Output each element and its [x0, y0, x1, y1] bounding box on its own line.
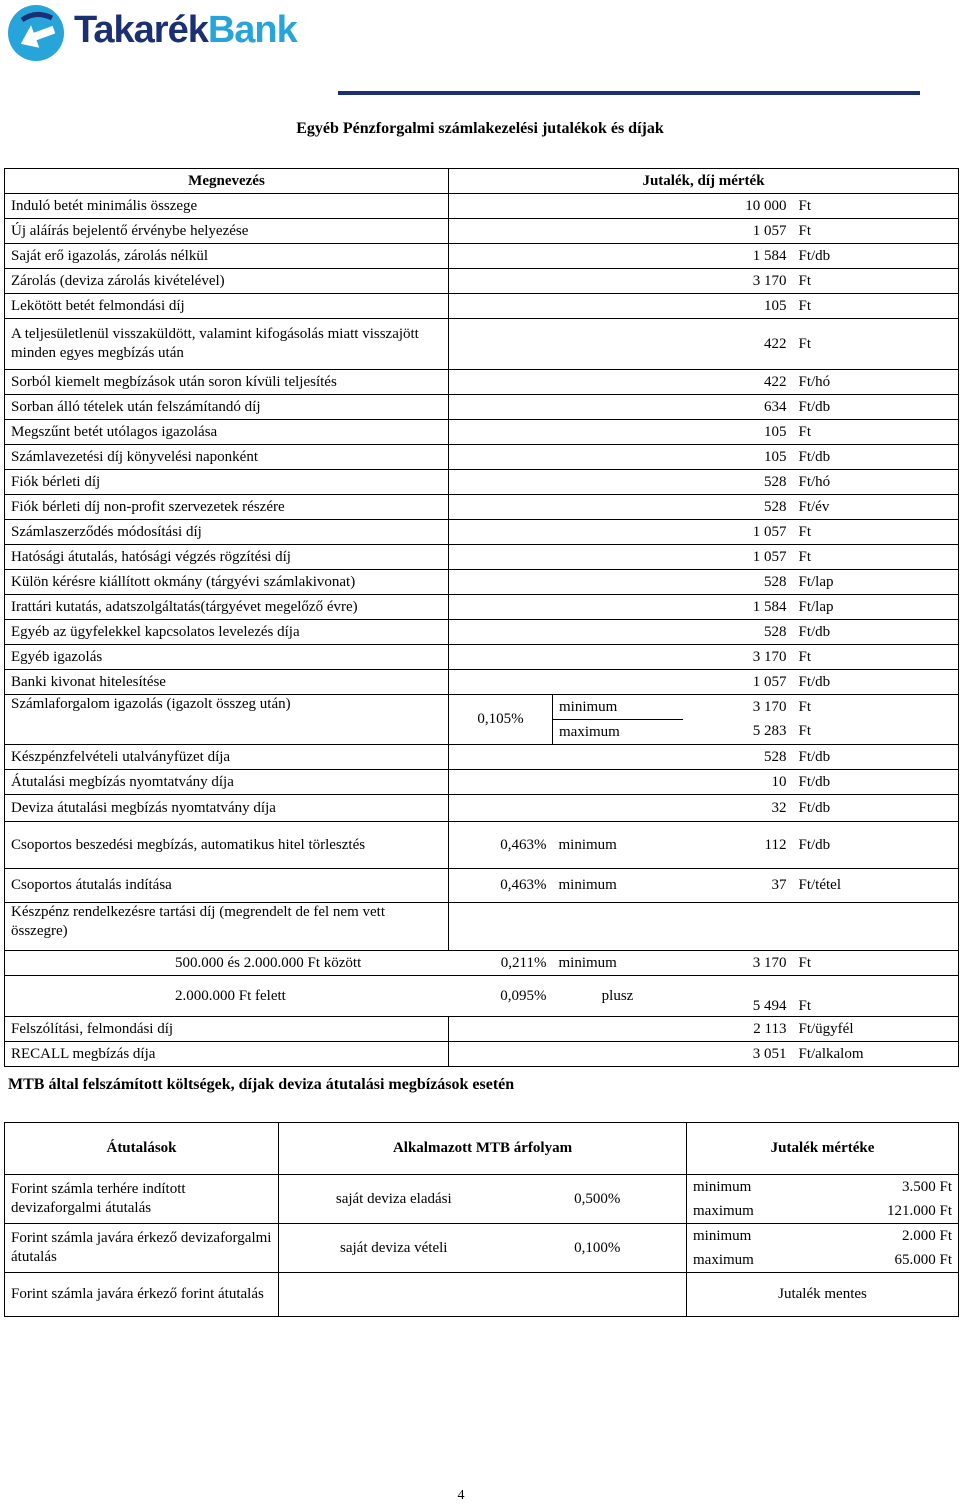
fee-row [5, 695, 959, 720]
cell [449, 595, 683, 620]
fee-row [5, 495, 959, 520]
fee-name: Készpénz rendelkezésre tartási díj (megrendelt de fel nem vett összegre) [5, 903, 449, 951]
fee-name: Saját erő igazolás, zárolás nélkül [5, 244, 449, 269]
cell [449, 470, 683, 495]
cell [449, 795, 683, 822]
fee-row [5, 1017, 959, 1042]
fee-table [4, 168, 959, 1067]
fee-unit: Ft/lap [793, 595, 959, 620]
mtb-row-rate: saját deviza eladási [279, 1175, 509, 1224]
mtb-row [5, 1175, 959, 1200]
cell [449, 319, 683, 370]
fee-amount: 32 [683, 795, 793, 822]
fee-row [5, 244, 959, 269]
fee-unit: Ft/db [793, 244, 959, 269]
fee-amount: 3 051 [683, 1042, 793, 1067]
mtb-table [4, 1122, 959, 1317]
fee-name: Fiók bérleti díj [5, 470, 449, 495]
fee-name: Számlaszerződés módosítási díj [5, 520, 449, 545]
fee-table-header [5, 169, 959, 194]
fee-name: Külön kérésre kiállított okmány (tárgyévi számlakivonat) [5, 570, 449, 595]
fee-amount: 422 [683, 319, 793, 370]
fee-unit: Ft [793, 695, 959, 720]
fee-row [5, 869, 959, 903]
cell [449, 1042, 683, 1067]
fee-unit: Ft/db [793, 445, 959, 470]
fee-unit: Ft [793, 269, 959, 294]
cell [449, 194, 683, 219]
fee-row [5, 470, 959, 495]
fee-unit: Ft/db [793, 745, 959, 770]
cell [683, 903, 793, 951]
fee-unit: Ft [793, 520, 959, 545]
fee-percent: 0,463% [449, 822, 553, 869]
fee-unit: Ft [793, 420, 959, 445]
cell [449, 1017, 683, 1042]
page-title: Egyéb Pénzforgalmi számlakezelési jutalékok és díjak [296, 120, 664, 137]
fee-amount: 1 057 [683, 670, 793, 695]
fee-amount: 10 000 [683, 194, 793, 219]
fee-row [5, 194, 959, 219]
fee-amount: 3 170 [683, 951, 793, 976]
fee-unit: Ft [793, 976, 959, 1017]
fee-percent: 0,105% [449, 695, 553, 745]
fee-name: Felszólítási, felmondási díj [5, 1017, 449, 1042]
fee-amount: 105 [683, 294, 793, 319]
fee-label: minimum [553, 869, 683, 903]
fee-subrow [5, 951, 959, 976]
fee-amount: 37 [683, 869, 793, 903]
fee-row [5, 745, 959, 770]
fee-row [5, 269, 959, 294]
fee-label: plusz [553, 976, 683, 1017]
fee-subrow [5, 976, 959, 1017]
mtb-row-max-label: maximum [687, 1248, 827, 1273]
cell [449, 445, 683, 470]
fee-amount: 3 170 [683, 269, 793, 294]
cell [793, 903, 959, 951]
cell [449, 745, 683, 770]
cell [449, 620, 683, 645]
fee-name: RECALL megbízás díja [5, 1042, 449, 1067]
header-rule [338, 91, 920, 95]
cell [449, 395, 683, 420]
fee-name: Irattári kutatás, adatszolgáltatás(tárgyévet megelőző évre) [5, 595, 449, 620]
cell [449, 545, 683, 570]
cell [449, 670, 683, 695]
fee-range: 500.000 és 2.000.000 Ft között [5, 951, 449, 976]
fee-amount: 3 170 [683, 695, 793, 720]
fee-row [5, 1042, 959, 1067]
fee-row [5, 903, 959, 951]
fee-unit: Ft/db [793, 770, 959, 795]
fee-unit: Ft [793, 645, 959, 670]
logo-part1: Takarék [74, 9, 208, 51]
fee-name: Lekötött betét felmondási díj [5, 294, 449, 319]
page-number: 4 [457, 1488, 465, 1503]
fee-amount: 105 [683, 445, 793, 470]
mtb-row-min-label: minimum [687, 1175, 827, 1200]
mtb-row-min: 2.000 Ft [827, 1224, 959, 1249]
fee-row [5, 219, 959, 244]
fee-unit: Ft [793, 720, 959, 745]
fee-unit: Ft/tétel [793, 869, 959, 903]
fee-name: Banki kivonat hitelesítése [5, 670, 449, 695]
fee-name: Készpénzfelvételi utalványfüzet díja [5, 745, 449, 770]
mtb-row-percent: 0,500% [509, 1175, 687, 1224]
fee-unit: Ft [793, 194, 959, 219]
fee-label: minimum [553, 951, 683, 976]
fee-percent: 0,095% [449, 976, 553, 1017]
fee-row [5, 645, 959, 670]
fee-row [5, 770, 959, 795]
fee-row [5, 370, 959, 395]
fee-amount: 112 [683, 822, 793, 869]
fee-amount: 10 [683, 770, 793, 795]
mtb-header-col3: Jutalék mértéke [687, 1123, 959, 1175]
fee-name: Számlavezetési díj könyvelési naponként [5, 445, 449, 470]
fee-unit: Ft/alkalom [793, 1042, 959, 1067]
cell [449, 570, 683, 595]
fee-name: Induló betét minimális összege [5, 194, 449, 219]
fee-name: Fiók bérleti díj non-profit szervezetek részére [5, 495, 449, 520]
fee-name: Csoportos átutalás indítása [5, 869, 449, 903]
fee-name: Hatósági átutalás, hatósági végzés rögzítési díj [5, 545, 449, 570]
fee-amount: 528 [683, 570, 793, 595]
fee-row [5, 520, 959, 545]
cell [449, 645, 683, 670]
fee-label: minimum [553, 695, 683, 720]
fee-unit: Ft/ügyfél [793, 1017, 959, 1042]
fee-name: Számlaforgalom igazolás (igazolt összeg után) [5, 695, 449, 745]
fee-unit: Ft/lap [793, 570, 959, 595]
fee-unit: Ft [793, 294, 959, 319]
mtb-row-max-label: maximum [687, 1199, 827, 1224]
mtb-header-col1: Átutalások [5, 1123, 279, 1175]
fee-unit: Ft [793, 319, 959, 370]
fee-unit: Ft/hó [793, 470, 959, 495]
fee-name: Megszűnt betét utólagos igazolása [5, 420, 449, 445]
fee-amount: 1 584 [683, 595, 793, 620]
cell [449, 370, 683, 395]
fee-amount: 105 [683, 420, 793, 445]
fee-label: minimum [553, 822, 683, 869]
header-fee: Jutalék, díj mérték [449, 169, 959, 194]
fee-unit: Ft [793, 545, 959, 570]
fee-name: A teljesületlenül visszaküldött, valamint kifogásolás miatt visszajött minden egyes megbízás után [5, 319, 449, 370]
mtb-row-min-label: minimum [693, 1227, 752, 1244]
fee-amount: 422 [683, 370, 793, 395]
fee-amount: 528 [683, 495, 793, 520]
fee-unit: Ft/db [793, 795, 959, 822]
fee-amount: 1 057 [683, 520, 793, 545]
mtb-row-percent: 0,100% [509, 1224, 687, 1273]
logo-part2: Bank [207, 9, 297, 51]
fee-unit: Ft [793, 219, 959, 244]
fee-row [5, 294, 959, 319]
fee-unit: Ft/hó [793, 370, 959, 395]
fee-row [5, 595, 959, 620]
mtb-row-rate: saját deviza vételi [279, 1224, 509, 1273]
cell [449, 420, 683, 445]
fee-name: Zárolás (deviza zárolás kivételével) [5, 269, 449, 294]
fee-row [5, 319, 959, 370]
cell [449, 495, 683, 520]
mtb-header [5, 1123, 959, 1175]
cell [553, 903, 683, 951]
fee-row [5, 570, 959, 595]
fee-row [5, 670, 959, 695]
mtb-row-min: 3.500 Ft [827, 1175, 959, 1200]
fee-amount: 5 494 [683, 976, 793, 1017]
fee-row [5, 822, 959, 869]
cell [449, 294, 683, 319]
fee-percent: 0,463% [449, 869, 553, 903]
mtb-row-name: Forint számla terhére indított devizaforgalmi átutalás [5, 1175, 279, 1224]
fee-percent: 0,211% [449, 951, 553, 976]
cell [449, 219, 683, 244]
mtb-row-max: 65.000 Ft [827, 1248, 959, 1273]
header-name: Megnevezés [5, 169, 449, 194]
fee-unit: Ft/db [793, 395, 959, 420]
fee-row [5, 620, 959, 645]
mtb-row [5, 1224, 959, 1249]
fee-amount: 528 [683, 745, 793, 770]
fee-amount: 3 170 [683, 645, 793, 670]
fee-amount: 2 113 [683, 1017, 793, 1042]
fee-name: Csoportos beszedési megbízás, automatikus hitel törlesztés [5, 822, 449, 869]
mtb-row3-name: Forint számla javára érkező forint átutalás [5, 1273, 279, 1317]
fee-unit: Ft/db [793, 822, 959, 869]
fee-row [5, 795, 959, 822]
fee-row [5, 420, 959, 445]
fee-unit: Ft/db [793, 670, 959, 695]
fee-amount: 634 [683, 395, 793, 420]
section2-title: MTB által felszámított költségek, díjak deviza átutalási megbízások esetén [8, 1076, 515, 1093]
fee-name: Sorból kiemelt megbízások után soron kívüli teljesítés [5, 370, 449, 395]
cell [449, 269, 683, 294]
fee-range: 2.000.000 Ft felett [5, 976, 449, 1017]
fee-name: Sorban álló tételek után felszámítandó díj [5, 395, 449, 420]
fee-name: Egyéb az ügyfelekkel kapcsolatos levelezés díja [5, 620, 449, 645]
mtb-row-name: Forint számla javára érkező devizaforgalmi átutalás [5, 1224, 279, 1273]
fee-row [5, 545, 959, 570]
fee-name: Deviza átutalási megbízás nyomtatvány díja [5, 795, 449, 822]
fee-name: Átutalási megbízás nyomtatvány díja [5, 770, 449, 795]
fee-name: Új aláírás bejelentő érvénybe helyezése [5, 219, 449, 244]
cell [449, 770, 683, 795]
fee-unit: Ft/év [793, 495, 959, 520]
fee-amount: 5 283 [683, 720, 793, 745]
logo-wordmark [74, 6, 297, 54]
mtb-header-col2: Alkalmazott MTB árfolyam [279, 1123, 687, 1175]
fee-amount: 1 057 [683, 219, 793, 244]
cell [449, 903, 553, 951]
fee-unit: Ft/db [793, 620, 959, 645]
fee-label: maximum [553, 720, 683, 745]
fee-amount: 528 [683, 620, 793, 645]
fee-name: Egyéb igazolás [5, 645, 449, 670]
fee-row [5, 445, 959, 470]
fee-amount: 1 584 [683, 244, 793, 269]
cell [449, 244, 683, 269]
fee-row [5, 395, 959, 420]
fee-amount: 528 [683, 470, 793, 495]
fee-amount: 1 057 [683, 545, 793, 570]
mtb-row-max: 121.000 Ft [827, 1199, 959, 1224]
fee-unit: Ft [793, 951, 959, 976]
cell [449, 520, 683, 545]
mtb-row [5, 1273, 959, 1317]
mtb-row3-fee: Jutalék mentes [687, 1273, 959, 1317]
